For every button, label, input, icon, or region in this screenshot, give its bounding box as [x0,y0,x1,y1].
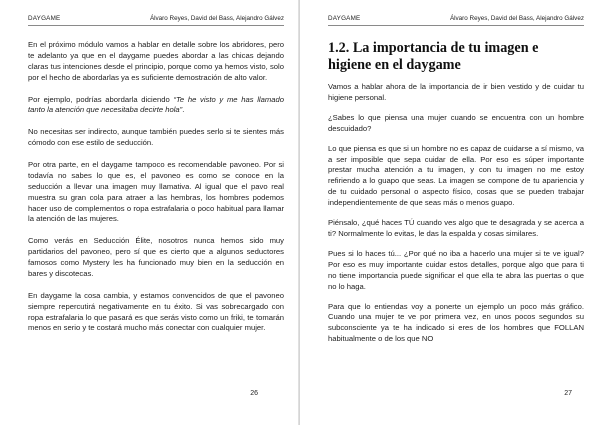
paragraph: Como verás en Seducción Élite, nosotros nunca hemos sido muy partidarios del pavoneo, pero sí que es cierto que a algunos seductores famosos como Mystery les ha funcionado muy bien en la seducción en bares y discotecas. [28,236,284,278]
paragraph: Para que lo entiendas voy a ponerte un ejemplo un poco más gráfico. Cuando una mujer te ve por primera vez, en unos pocos segundos su subconsciente ya te ha indicado si eres de los hombres que FOLLAN habitualmente o de los que NO [328,301,584,344]
paragraph: Pues si lo haces tú... ¿Por qué no iba a hacerlo una mujer si te ve igual? Por eso es muy importante cuidar estos detalles, porque algo que para ti no tiene importancia puede significar el que ella te abra las puertas o que no lo haga. [328,248,584,291]
header-book-title: DAYGAME [328,15,361,22]
page-number: 26 [250,390,258,397]
header-authors: Álvaro Reyes, David del Bass, Alejandro Gálvez [149,15,284,22]
page-body [328,82,584,354]
paragraph: Por otra parte, en el daygame tampoco es recomendable pavoneo. Por si todavía no sabes lo que es, el pavoneo es como se conoce en la seducción a llevar una imagen muy llamativa. Al igual que el pavo real muestra su gran cola para atraer a las hembras, los hombres podemos hacer uso de complementos o ropa estrafalaria o poco habitual para llamar la atención de las mujeres. [28,159,284,224]
header-book-title: DAYGAME [28,15,61,22]
paragraph: Piénsalo, ¿qué haces TÚ cuando ves algo que te desagrada y se acerca a ti? Normalmente lo evitas, le das la espalda y cosas similares. [328,218,584,238]
paragraph: En daygame la cosa cambia, y estamos convencidos de que el pavoneo siempre repercutirá negativamente en tu éxito. Si vas sobrecargado con ropa estrafalaria lo que pasará es que serás visto como un friki, te tomarán menos en serio y te costará mucho más conectar con cualquier mujer. [28,290,284,333]
running-header [328,15,584,26]
paragraph: ¿Sabes lo que piensa una mujer cuando se encuentra con un hombre descuidado? [328,112,584,133]
paragraph: Vamos a hablar ahora de la importancia de ir bien vestido y de cuidar tu higiene personal. [328,82,584,102]
paragraph: No necesitas ser indirecto, aunque también puedes serlo si te sientes más cómodo con ese estilo de seducción. [28,127,284,148]
paragraph: Lo que piensa es que si un hombre no es capaz de cuidarse a sí mismo, va a ser imposible que sepa cuidar de ella. Por eso es súper importante prestar mucha atención a tu imagen, y con tu imagen no me estoy refiriendo a lo guapo que seas. La imagen se compone de tu apariencia y de tu cuidado personal o aspecto físico, cosas que se pueden trabajar independientemente de que seas más o menos guapo. [328,143,584,208]
paragraph: En el próximo módulo vamos a hablar en detalle sobre los abridores, pero te adelanto ya que en el daygame puedes abordar a las chicas dejando claras tus intenciones desde el principio, porque como ya hemos visto, solo por el hecho de abordarlas ya es suficiente demostración de alto valor. [28,40,284,82]
quote-end: . [182,105,185,115]
quote-text: “Te he visto y me has llamado tanto la atención que necesitaba decirte hola” [28,94,284,115]
page-body [28,40,284,345]
section-heading: 1.2. La importancia de tu imagen e higiene en el daygame [328,40,539,73]
right-page [300,0,600,425]
paragraph-lead: Por ejemplo, podrías abordarla diciendo [28,94,174,104]
page-number: 27 [564,390,572,397]
header-authors: Álvaro Reyes, David del Bass, Alejandro Gálvez [449,15,584,22]
running-header [28,15,284,26]
paragraph-with-quote [28,95,284,117]
